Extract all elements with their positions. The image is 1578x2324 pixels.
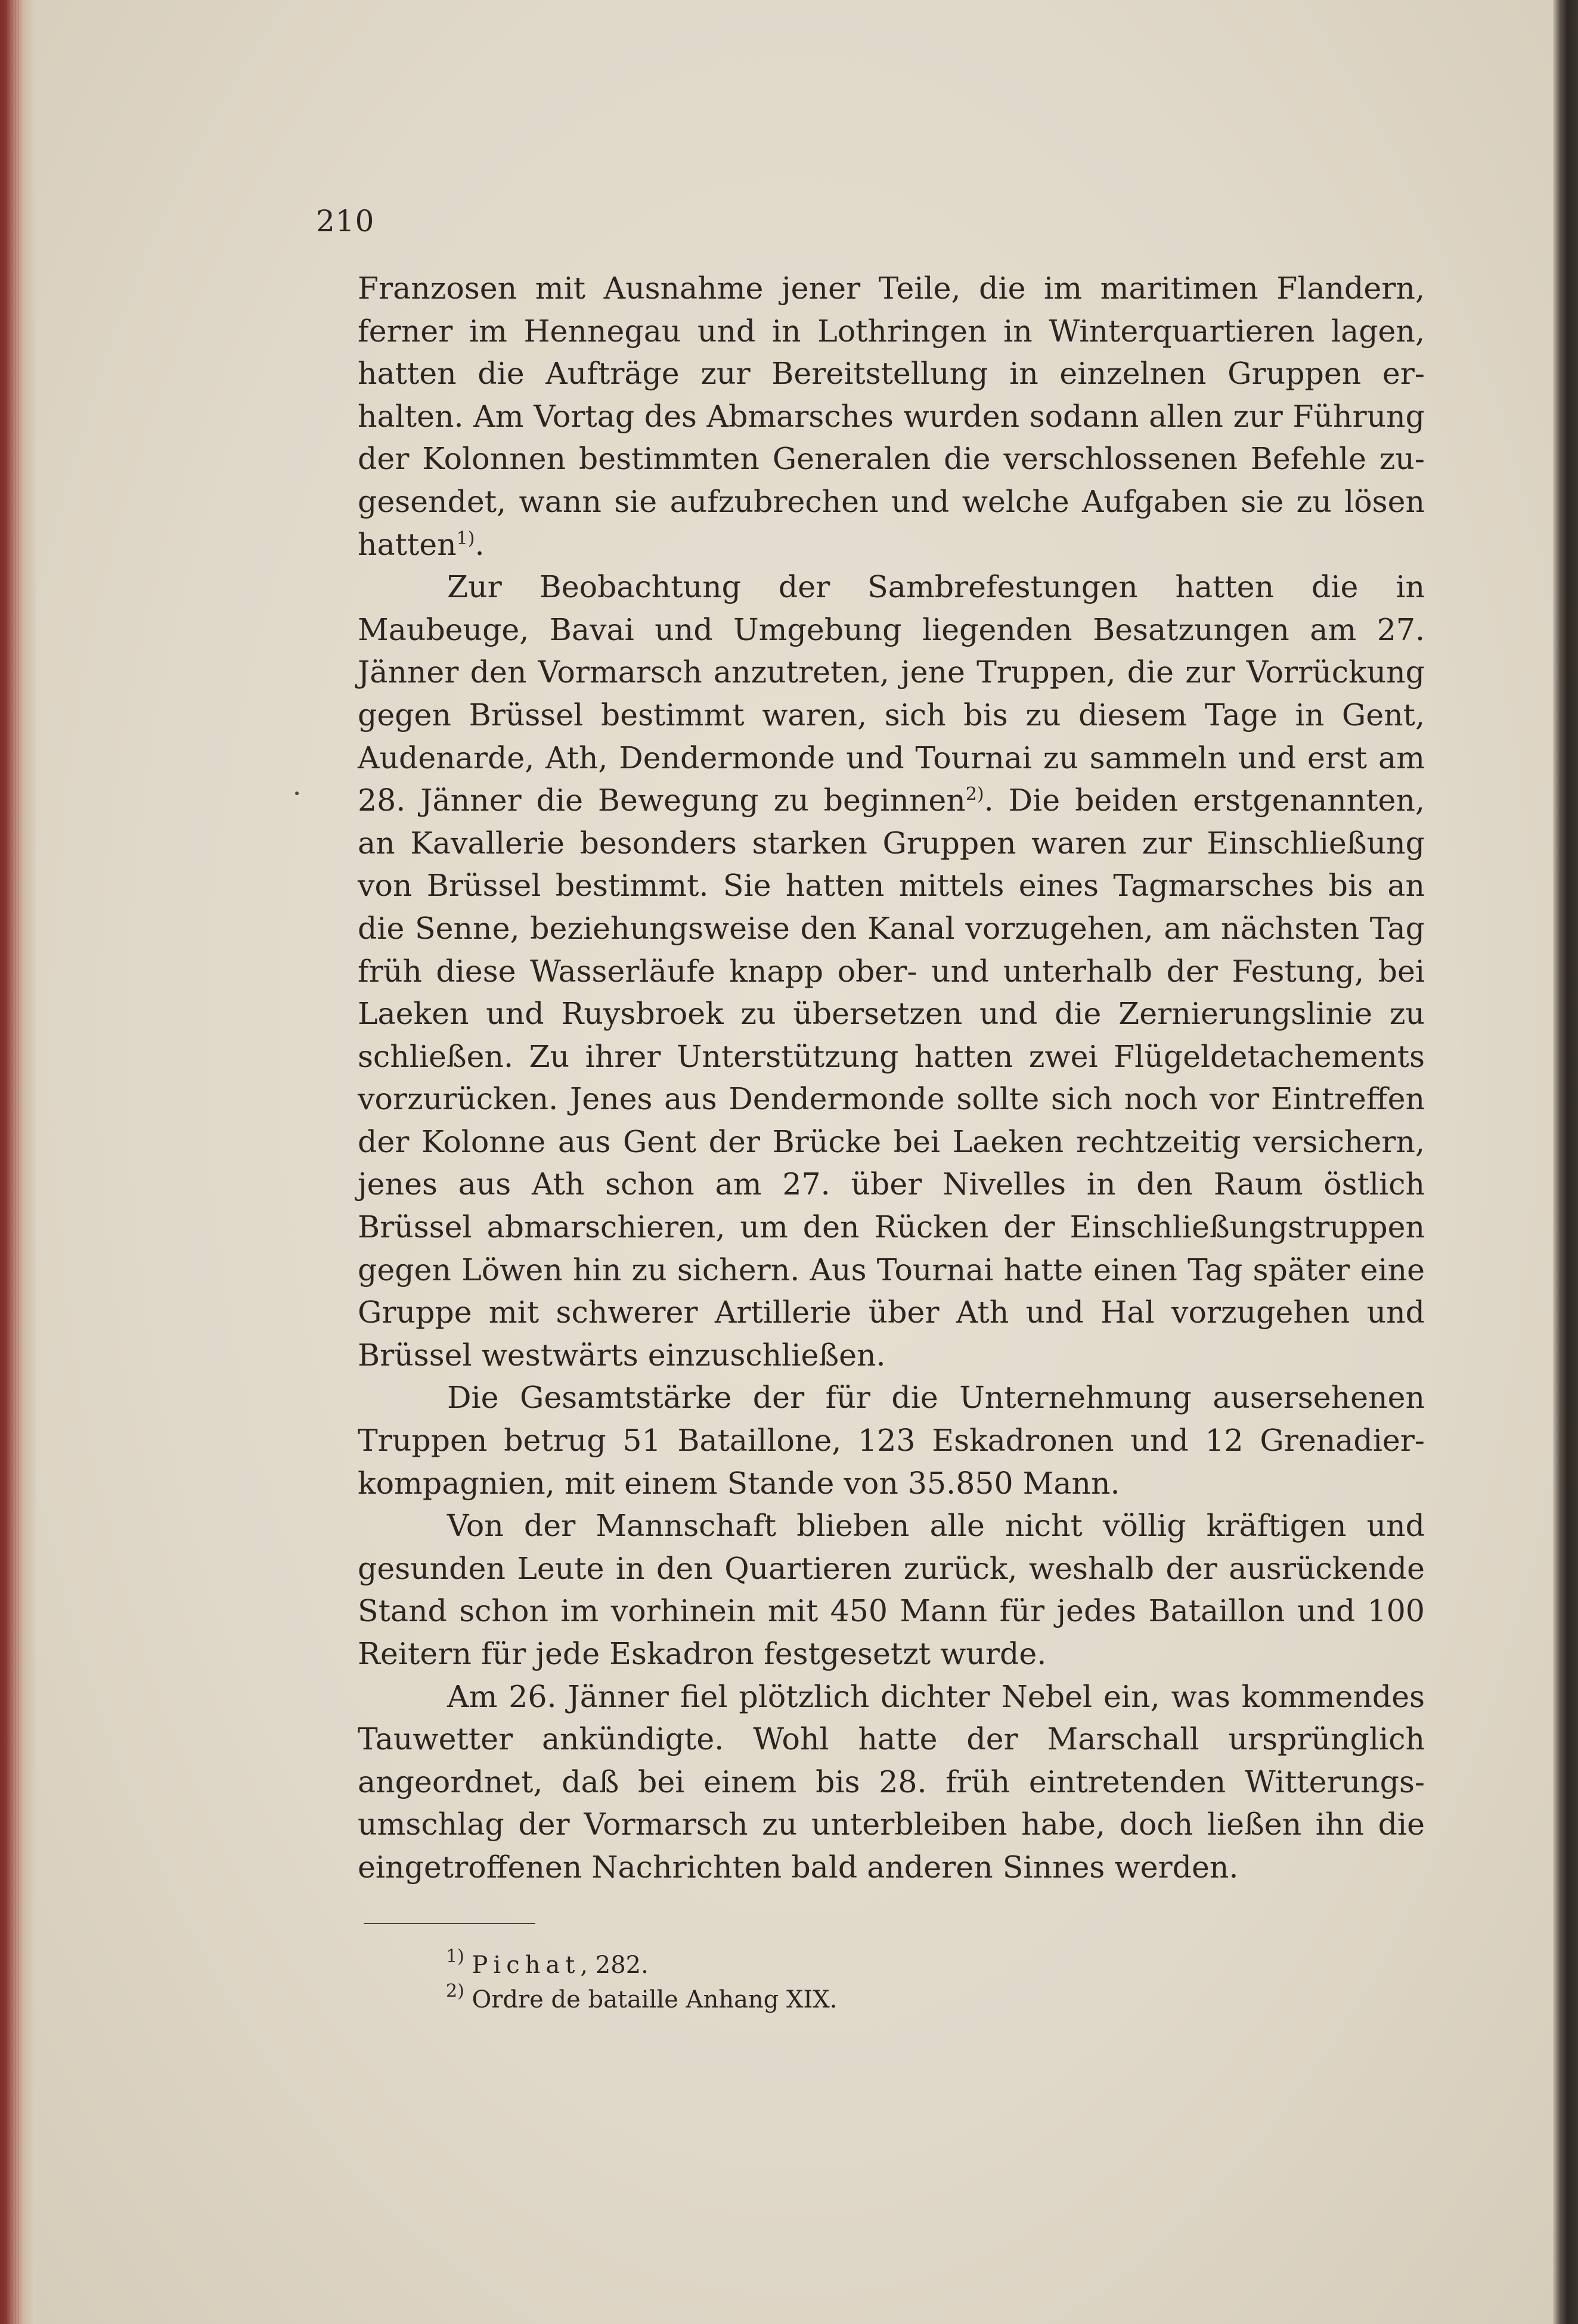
paragraph-2-tail: . Die beiden erstgenannten, an Kavallerie besonders starken Gruppen waren zur Einschließung von Brüssel bestimmt. Sie hatten mittels eines Tagmarsches bis an die Senne, beziehungsweise den Kanal vorzugehen, am nächsten Tag früh diese Wasserläufe knapp ober- und unterhalb der Festung, bei Laeken und Ruysbroek zu übersetzen und die Zernierungslinie zu schließen. Zu ihrer Unterstützung hatten zwei Flügeldetachements vorzurücken. Jenes aus Dendermonde sollte sich noch vor Eintreffen der Kolonne aus Gent der Brücke bei Laeken rechtzeitig versichern, jenes aus Ath schon am 27. über Nivelles in den Raum östlich Brüssel abmarschieren, um den Rücken der Einschließungstruppen gegen Löwen hin zu sichern. Aus Tournai hatte einen Tag später eine Gruppe mit schwerer Artillerie über Ath und Hal vorzugehen und Brüssel westwärts einzuschließen.: [358, 783, 1425, 1373]
footnote-2: [446, 1982, 1281, 2017]
footnote-ref-1: 1): [456, 528, 475, 549]
page-right-edge: [1553, 0, 1578, 2324]
footnotes: [446, 1948, 1281, 2017]
paragraph-1-text: Franzosen mit Ausnahme jener Teile, die im maritimen Flandern, ferner im Hennegau und in Lothringen in Winterquartieren lagen, hatten die Aufträge zur Bereitstellung in einzelnen Gruppen erhalten. Am Vortag des Abmarsches wurden sodann allen zur Führung der Kolonnen bestimmten Generalen die verschlossenen Befehle zugesendet, wann sie aufzubrechen und welche Aufgaben sie zu lösen hatten: [358, 271, 1425, 562]
body-text: [358, 267, 1425, 1889]
margin-mark: [295, 792, 299, 795]
paragraph-4: Von der Mannschaft blieben alle nicht völlig kräftigen und gesunden Leute in den Quartieren zurück, weshalb der ausrückende Stand schon im vorhinein mit 450 Mann für jedes Bataillon und 100 Reitern für jede Eskadron festgesetzt wurde.: [358, 1508, 1425, 1671]
binding-texture: [4, 0, 21, 2324]
paragraph-5: Am 26. Jänner fiel plötzlich dichter Nebel ein, was kommendes Tauwetter ankündigte. Wohl hatte der Marschall ursprünglich angeordnet, daß bei einem bis 28. früh eintretenden Witterungsumschlag der Vormarsch zu unterbleiben habe, doch ließen ihn die eingetroffenen Nachrichten bald anderen Sinnes werden.: [358, 1678, 1425, 1885]
paragraph-3: Die Gesamtstärke der für die Unternehmung ausersehenen Truppen betrug 51 Bataillone, 123 Eskadronen und 12 Grenadierkompagnien, mit einem Stande von 35.850 Mann.: [358, 1380, 1425, 1501]
footnote-1: [446, 1948, 1281, 1982]
paragraph-1-tail: .: [475, 526, 485, 562]
page-number: 210: [316, 204, 375, 238]
footnote-2-marker: 2): [446, 1981, 464, 2002]
footnote-1-marker: 1): [446, 1946, 464, 1967]
footnote-separator: [364, 1923, 535, 1924]
paragraph-2-text: Zur Beobachtung der Sambrefestungen hatten die in Maubeuge, Bavai und Umgebung liegenden Besatzungen am 27. Jänner den Vormarsch anzutreten, jene Truppen, die zur Vorrückung gegen Brüssel bestimmt waren, sich bis zu diesem Tage in Gent, Audenarde, Ath, Dendermonde und Tournai zu sammeln und erst am 28. Jänner die Bewegung zu beginnen: [358, 569, 1425, 818]
footnote-1-rest: , 282.: [580, 1951, 649, 1979]
footnote-ref-2: 2): [965, 784, 984, 805]
paragraph-2: [358, 566, 1425, 1376]
paragraph-1: [358, 267, 1425, 566]
footnote-2-text: Ordre de bataille Anhang XIX.: [472, 1986, 838, 2013]
footnote-1-author: Pichat: [472, 1951, 581, 1979]
